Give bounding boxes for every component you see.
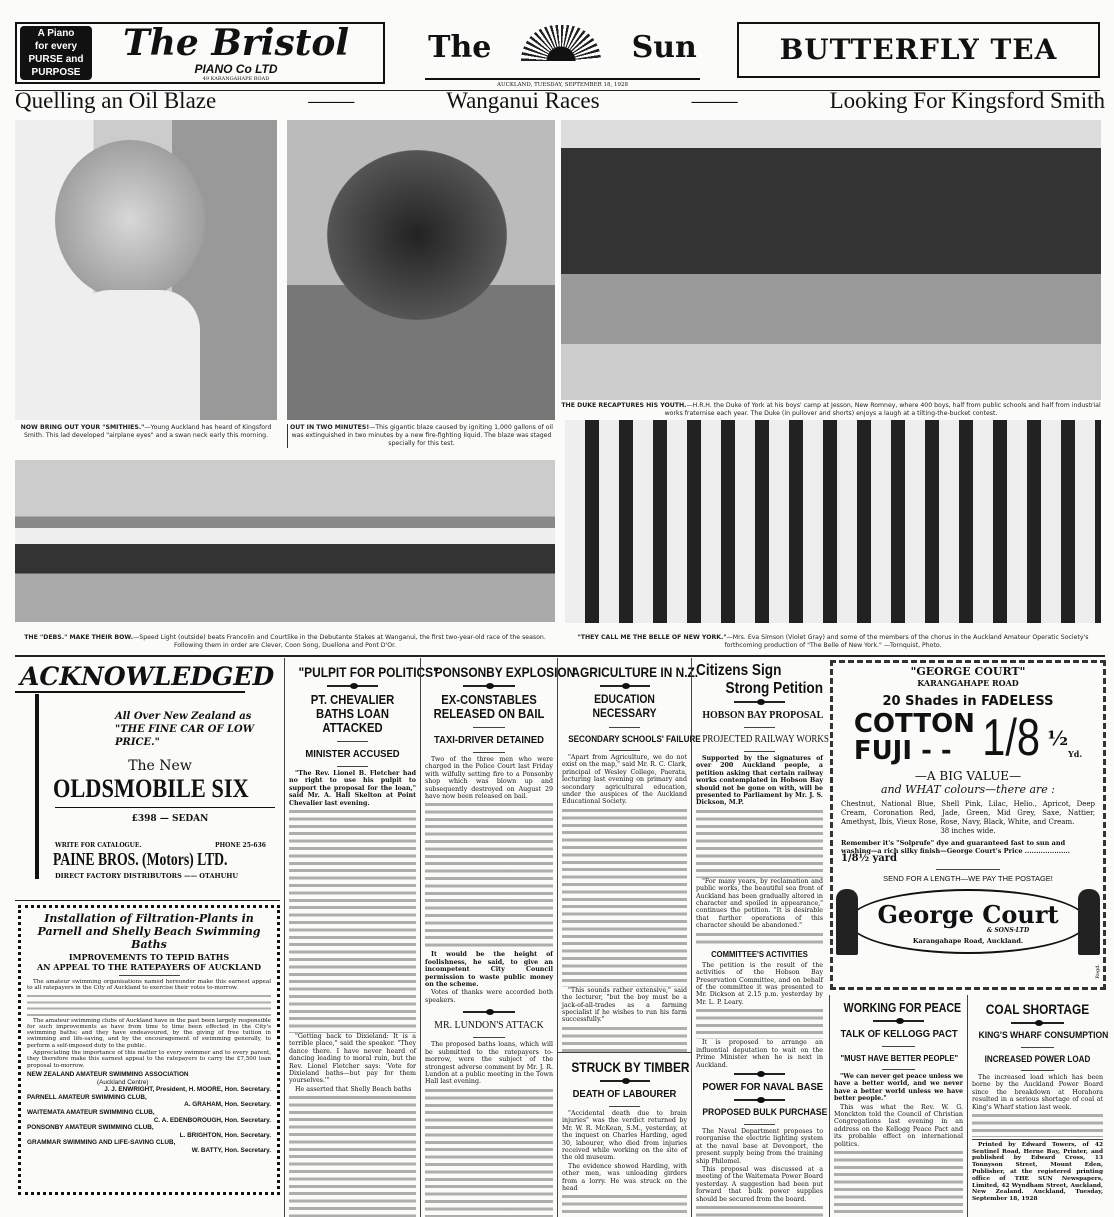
article-struck-by-timber: STRUCK BY TIMBER DEATH OF LABOURER "Accidental death due to brain injuries" was the verdict returned by Mr. W. R. McKean, S.M., yesterday, at the inquest on Charles Harding, aged 30, labourer, who died from injuries received while working on the site of the old museum. The evidence showed Harding, with other men, was unloading girders from a lorry. He was struck on the head (557, 1052, 691, 1217)
text-lines (425, 801, 553, 951)
article-pulpit-for-politics: "PULPIT FOR POLITICS" PT. CHEVALIER BATHS LOAN ATTACKED MINISTER ACCUSED "The Rev. Lionel B. Fletcher had no right to use his pulpit to support the proposal for the loan," said Mr. A. Hall Skelton at Point Chevalier last evening. "Getting back to Dixieland: It is a terrible place," said the speaker. "They dance there. I have never heard of dancing leading to moral ruin, but the Rev. Lionel Fletcher says: 'Vote for Dixieland baths—but pay for them yourselves.'" He asserted that Shelly Beach baths (284, 658, 420, 1217)
george-court-cotton-fuji-ad: "GEORGE COURT" KARANGAHAPE ROAD 20 Shades in FADELESS COTTON FUJI - - 1/8 ½ Yd. —A BIG VALUE— and WHAT colours—there are : Chestnut, National Blue, Shell Pink, Lilac, Helio., Apricot, Deep Cream, Coronation Red, Jade, Green, Mid Grey, Saxe, Nattier, Amethyst, Ibis, Vieux Rose, Rose, Navy, Black, White, and Cream. 38 inches wide. Remember it's "Solprufe" dye and guaranteed fast to sun and washing—a rich silky finish—George Court's Price .................... 1/8½ yard SEND FOR A LENGTH—WE PAY THE POSTAGE! George Court & SONS·LTD Karangahape Road, Auckland. Regd. (830, 660, 1106, 990)
oldsmobile-ad: ACKNOWLEDGED All Over New Zealand as "THE FINE CAR OF LOW PRICE." The New OLDSMOBILE SIX £398 — SEDAN WRITE FOR CATALOGUE. PHONE 25-636 PAINE BROS. (Motors) LTD. DIRECT FACTORY DISTRIBUTORS —— OTAHUHU (15, 662, 280, 882)
text-lines (696, 1007, 823, 1039)
photo-wanganui-race (15, 460, 555, 622)
text-lines (289, 1094, 416, 1217)
photo-oil-blaze (287, 120, 555, 420)
text-lines (972, 1112, 1103, 1137)
text-lines (289, 808, 416, 1033)
text-lines (425, 1087, 553, 1217)
bristol-piano-ad: A Piano for every PURSE and PURPOSE The Bristol PIANO Co LTD 49 KARANGAHAPE ROAD (15, 22, 385, 84)
the-sun-masthead: The Sun (425, 25, 700, 80)
caption-blaze: OUT IN TWO MINUTES!—This gigantic blaze caused by igniting 1,000 gallons of oil was extinguished in two minutes by a new fire-fighting liquid. The blaze was staged specially for this test. (287, 424, 555, 448)
caption-belle: "THEY CALL ME THE BELLE OF NEW YORK."—Mrs. Eva Simson (Violet Gray) and some of the members of the chorus in the Auckland Amateur Operatic Society's forthcoming production of "The Belle of New York." —Tornquist, Photo. (577, 634, 1089, 649)
printer-imprint: Printed by Edward Towers, of 42 Sentinel Road, Herne Bay, Printer, and published by Edward Cross, 13 Tonnyson Street, Mount Eden, Publisher, at the registered printing office of THE SUN Newspapers, Limited, 42 Wyndham Street, Auckland, New Zealand. Auckland, Tuesday, September 18, 1928 (972, 1141, 1103, 1203)
dateline: AUCKLAND, TUESDAY, SEPTEMBER 18, 1928 (497, 82, 628, 88)
photo-duke-camp (561, 120, 1101, 400)
article-citizens-sign-petition: Citizens Sign Strong Petition HOBSON BAY PROPOSAL PROJECTED RAILWAY WORKS Supported by the signatures of over 200 Auckland people, a petition asking that certain railway works contemplated in Hobson Bay should not be gone on with, will be presented to Parliament by Mr. J. S. Dickson, M.P. "For many years, by reclamation and public works, the beautiful sea front of Auckland has been gradually altered in character and spoiled in appearance," continues the petition. "It is desirable that further operations of this character should be abandoned." COMMITTEE'S ACTIVITIES The petition is the result of the activities of the Hobson Bay Preservation Committee, and on behalf of the committee it was presented to Mr. Dickson at 2.15 p.m. yesterday by Mr. L. P. Leary. It is proposed to arrange an influential deputation to wait on the Prime Minister when he is next in Auckland. (691, 658, 827, 1070)
caption-duke: THE DUKE RECAPTURES HIS YOUTH.—H.R.H. the Duke of York at his boys' camp at Jesson, New Romney, where 400 boys, half from public schools and half from industrial works fraternise each year. The Duke (in pullover and shorts) enjoys a laugh at a tilting-the-bucket contest. (561, 402, 1101, 417)
butterfly-tea-ad: BUTTERFLY TEA (737, 22, 1100, 78)
rising-sun-icon (521, 25, 601, 61)
swimming-baths-appeal-ad: Installation of Filtration-Plants in Parnell and Shelly Beach Swimming Baths IMPROVEMENTS TO TEPID BATHS AN APPEAL TO THE RATEPAYERS OF AUCKLAND The amateur swimming organisations named hereunder make this earnest appeal to all ratepayers in the City of Auckland to exercise their votes to-morrow. The amateur swimming clubs of Auckland have in the past been largely responsible for such improvements as have from time to time been effected in the City's swimming baths; and they have endeavoured, by the giving of free tuition in swimming and life-saving, and by the encouragement of swimming generally, to perform a self-imposed duty to the public. Appreciating the importance of this matter to every swimmer and to every parent, they therefore make this earnest appeal to the ratepayers to carry the £7,500 loan proposal to-morrow. NEW ZEALAND AMATEUR SWIMMING ASSOCIATION (Auckland Centre) J. J. ENWRIGHT, President, H. MOORE, Hon. Secretary. PARNELL AMATEUR SWIMMING CLUB, A. GRAHAM, Hon. Secretary. WAITEMATA AMATEUR SWIMMING CLUB, C. A. EDENBOROUGH, Hon. Secretary. PONSONBY AMATEUR SWIMMING CLUB, L. BRIGHTON, Hon. Secretary. GRAMMAR SWIMMING AND LIFE-SAVING CLUB, W. BATTY, Hon. Secretary. (18, 905, 280, 1195)
bristol-logo: The Bristol (122, 22, 350, 64)
text-lines (696, 808, 823, 878)
text-lines (562, 807, 687, 987)
article-ponsonby-explosion: PONSONBY EXPLOSION EX-CONSTABLES RELEASED ON BAIL TAXI-DRIVER DETAINED Two of the three men who were charged in the Police Court last Friday with wilfully setting fire to a Ponsonby shop which was blown up and subsequently destroyed on August 29 have now been released on bail. It would be the height of foolishness, he said, to give an incompetent City Council permission to waste public money on the scheme. Votes of thanks were accorded both speakers. MR. LUNDON'S ATTACK The proposed baths loans, which will be submitted to the ratepayers to-morrow, were the subject of the strongest adverse comment by Mr. J. R. Lundon at a public meeting in the Town Hall last evening. (420, 658, 557, 1217)
text-lines (562, 1025, 687, 1052)
caption-debs: THE "DEBS." MAKE THEIR BOW.—Speed Light (outside) beats Francolin and Courtlike in the Debutante Stakes at Wanganui, the first two-year-old race of the season. Following them in order are Clever, Coon Song, Duellona and Pont D'Or. (24, 634, 546, 649)
photo-belle-of-new-york (565, 420, 1101, 623)
text-lines (696, 931, 823, 946)
beefeater-figure-left (836, 889, 858, 955)
bristol-badge: A Piano for every PURSE and PURPOSE (20, 26, 92, 80)
text-lines (834, 1149, 963, 1217)
article-coal-shortage: COAL SHORTAGE KING'S WHARF CONSUMPTION INCREASED POWER LOAD The increased load which has been borne by the Auckland Power Board since the breakdown at Horahora resulted in a serious shortage of coal at King's Wharf station last week. Printed by Edward Towers, of 42 Sentinel Road, Herne Bay, Printer, and published by Edward Cross, 13 Tonnyson Street, Mount Eden, Publisher, at the registered printing office of THE SUN Newspapers, Limited, 42 Wyndham Street, Auckland, New Zealand. Auckland, Tuesday, September 18, 1928 (967, 995, 1107, 1217)
text-lines (562, 1193, 687, 1217)
signatories: NEW ZEALAND AMATEUR SWIMMING ASSOCIATION (Auckland Centre) J. J. ENWRIGHT, President, H. MOORE, Hon. Secretary. PARNELL AMATEUR SWIMMING CLUB, A. GRAHAM, Hon. Secretary. WAITEMATA AMATEUR SWIMMING CLUB, C. A. EDENBOROUGH, Hon. Secretary. PONSONBY AMATEUR SWIMMING CLUB, L. BRIGHTON, Hon. Secretary. GRAMMAR SWIMMING AND LIFE-SAVING CLUB, W. BATTY, Hon. Secretary. (27, 1070, 271, 1154)
beefeater-figure-right (1078, 889, 1100, 955)
caption-baby: NOW BRING OUT YOUR "SMITHIES."—Young Auckland has heard of Kingsford Smith. This lad developed "airplane eyes" and a swan neck early this morning. (20, 424, 272, 439)
george-court-logo: George Court & SONS·LTD Karangahape Road, Auckland. (848, 889, 1088, 954)
article-power-for-naval-base: POWER FOR NAVAL BASE PROPOSED BULK PURCHASE The Naval Department proposes to reorganise the electric lighting system at the naval base at Devonport, the present supply being from the training ship Philomel. This proposal was discussed at a meeting of the Waitemata Power Board yesterday. A suggestion had been put forward that bulk power supplies should be secured from the board. (691, 1070, 827, 1217)
article-agriculture-in-nz: AGRICULTURE IN N.Z. EDUCATION NECESSARY SECONDARY SCHOOLS' FAILURE "Apart from Agriculture, we do not exist on the map," said Mr. R. C. Clark, principal of Wesley College, Paerata, lecturing last evening on primary and secondary agricultural education, under the auspices of the Auckland Educational Society. "This sounds rather extensive," said the lecturer, "but the boy must be a jack-of-all-trades as a farming specialist if he wishes to run his farm successfully." (557, 658, 691, 1052)
article-working-for-peace: WORKING FOR PEACE TALK OF KELLOGG PACT "MUST HAVE BETTER PEOPLE" "We can never get peace unless we have a better world, and we never have a better world unless we have better people." This was what the Rev. W. G. Monckton told the Council of Christian Congregations last evening in an address on the Kellogg Peace Pact and its probable effect on international politics. (829, 995, 967, 1217)
page-headline: Quelling an Oil Blaze —— Wanganui Races —— Looking For Kingsford Smith (15, 88, 1105, 113)
text-lines (27, 993, 271, 1018)
photo-baby (15, 120, 277, 420)
text-lines (696, 1204, 823, 1217)
